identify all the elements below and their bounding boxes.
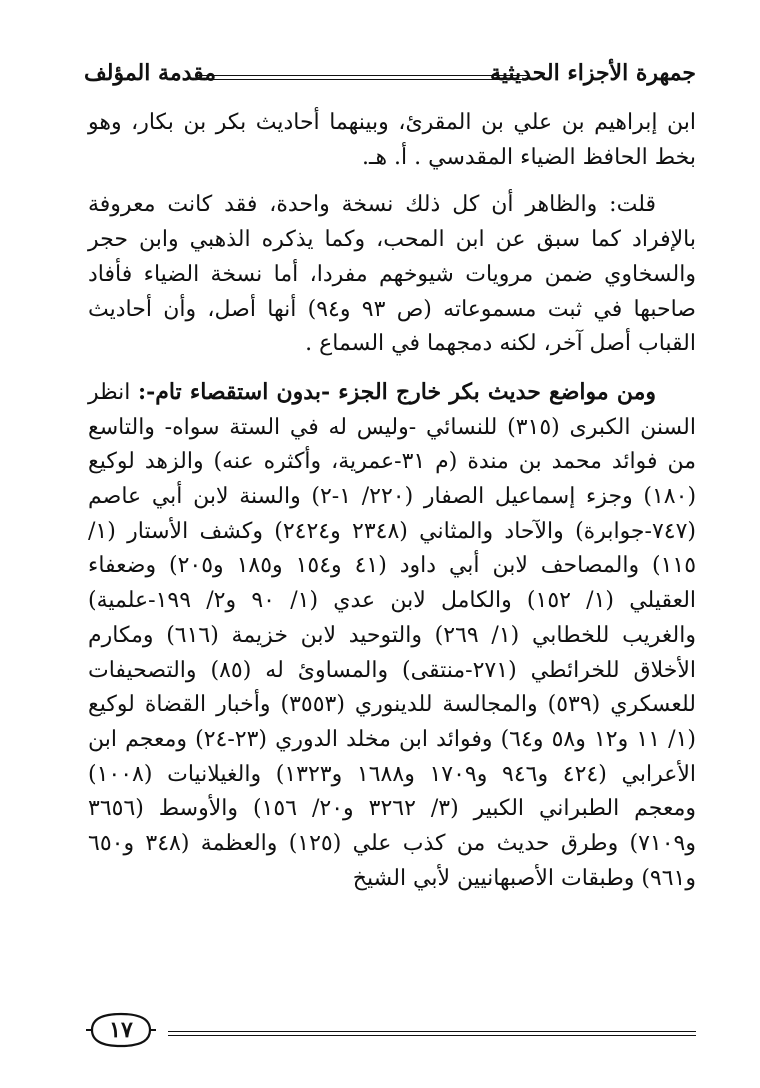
paragraph-lead: ومن مواضع حديث بكر خارج الجزء -بدون استقصاء تام-: [137, 378, 657, 405]
header-section-title: مقدمة المؤلف [84, 60, 217, 86]
page-number-ornament [84, 1010, 158, 1050]
running-header [84, 58, 696, 92]
paragraph: قلت: والظاهر أن كل ذلك نسخة واحدة، فقد كانت معروفة بالإفراد كما سبق عن ابن المحب، وكما يذكره الذهبي وابن حجر والسخاوي ضمن مرويات شيوخهم مفردا، أما نسخة الضياء فأفاد صاحبها في ثبت مسموعاته (ص ٩٣ و٩٤) أنها أصل، وأن أحاديث القباب أصل آخر، لكنه دمجهما في السماع . [88, 192, 696, 357]
header-book-title: جمهرة الأجزاء الحديثية [489, 60, 696, 86]
paragraph-text: انظر السنن الكبرى (٣١٥) للنسائي -وليس له في الستة سواه- والتاسع من فوائد محمد بن مندة (م ٣١-عمرية، وأكثره عنه) والزهد لوكيع (١٨٠) وجزء إسماعيل الصفار (٢٢٠/ ١-٢) والسنة لابن أبي عاصم (٧٤٧-جوابرة) والآحاد والمثاني (٢٣٤٨ و٢٤٢٤) وكشف الأستار (١/ ١١٥) والمصاحف لابن أبي داود (٤١ و١٥٤ و١٨٥ و٢٠٥) وضعفاء العقيلي (١/ ١٥٢) والكامل لابن عدي (١/ ٩٠ و٢/ ١٩٩-علمية) والغريب للخطابي (١/ ٢٦٩) والتوحيد لابن خزيمة (٦١٦) ومكارم الأخلاق للخرائطي (٢٧١-منتقى) والمساوئ له (٨٥) والتصحيفات للعسكري (٥٣٩) والمجالسة للدينوري (٣٥٥٣) وأخبار القضاة لوكيع (١/ ١١ و١٢ و٥٨ و٦٤) وفوائد ابن مخلد الدوري (٢٣-٢٤) ومعجم ابن الأعرابي (٤٢٤ و٩٤٦ و١٧٠٩ و١٦٨٨ و١٣٢٣) والغيلانيات (١٠٠٨) ومعجم الطبراني الكبير (٣/ ٣٢٦٢ و٢٠/ ١٥٦) والأوسط (٣٦٥٦ و٧١٠٩) وطرق حديث من كذب علي (١٢٥) والعظمة (٣٤٨ و٦٥٠ و٩٦١) وطبقات الأصبهانيين لأبي الشيخ [88, 379, 697, 891]
page-footer [84, 1010, 696, 1054]
page-number: ١٧ [109, 1017, 133, 1043]
footer-rule [168, 1031, 696, 1032]
body-text [88, 106, 696, 896]
footer-rule [168, 1035, 696, 1036]
paragraph: ابن إبراهيم بن علي بن المقرئ، وبينهما أحاديث بكر بن بكار، وهو بخط الحافظ الضياء المقدسي . أ. هـ. [88, 110, 696, 170]
header-rule [196, 79, 528, 80]
paragraph [88, 375, 696, 897]
header-rule [196, 75, 528, 76]
